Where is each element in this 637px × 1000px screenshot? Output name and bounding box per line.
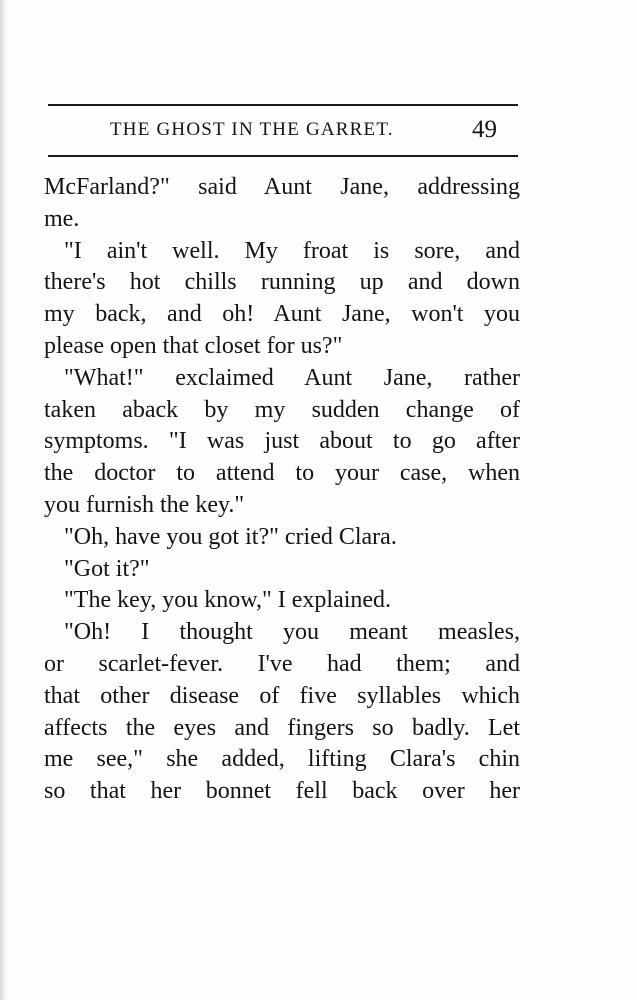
page-number: 49 — [472, 116, 497, 143]
text-line: my back, and oh! Aunt Jane, won't you — [44, 301, 520, 328]
text-line: affects the eyes and fingers so badly. Let — [44, 714, 520, 741]
header-rule-top — [48, 104, 518, 106]
text-line: "Oh! I thought you meant measles, — [64, 619, 520, 646]
text-line: "Oh, have you got it?" cried Clara. — [64, 523, 397, 550]
text-line: so that her bonnet fell back over her — [44, 778, 520, 805]
text-line: taken aback by my sudden change of — [44, 396, 520, 423]
text-line: please open that closet for us?" — [44, 332, 343, 359]
text-line: McFarland?" said Aunt Jane, addressing — [44, 174, 520, 200]
text-line: "I ain't well. My froat is sore, and — [64, 237, 520, 264]
text-line: you furnish the key." — [44, 491, 245, 518]
text-line: that other disease of five syllables which — [44, 682, 520, 709]
text-line: symptoms. "I was just about to go after — [44, 428, 520, 455]
text-line: "What!" exclaimed Aunt Jane, rather — [64, 364, 520, 391]
header-rule-bottom — [48, 155, 518, 157]
text-line: the doctor to attend to your case, when — [44, 460, 520, 487]
page-gutter-edge — [0, 0, 8, 1000]
text-line: "The key, you know," I explained. — [64, 587, 392, 614]
text-line: me see," she added, lifting Clara's chin — [44, 746, 520, 773]
running-head: THE GHOST IN THE GARRET. — [110, 119, 394, 140]
text-line: or scarlet-fever. I've had them; and — [44, 650, 520, 677]
text-line: there's hot chills running up and down — [44, 269, 520, 296]
text-line: me. — [44, 205, 80, 232]
body-text — [44, 172, 520, 808]
text-line: "Got it?" — [64, 555, 150, 582]
